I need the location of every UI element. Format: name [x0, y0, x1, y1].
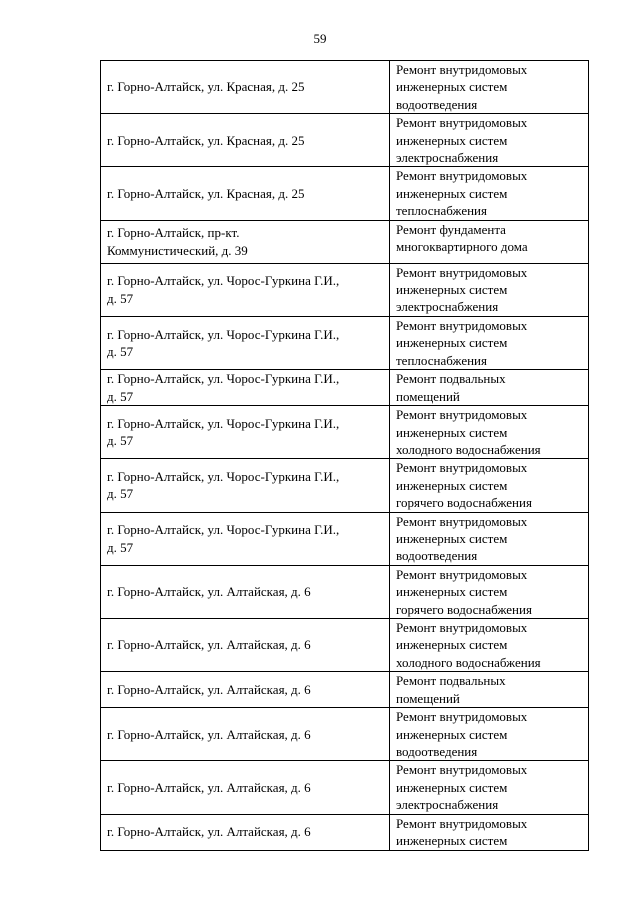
work-text: Ремонт внутридомовых инженерных систем электроснабжения — [396, 762, 528, 813]
work-cell — [390, 406, 589, 459]
work-text: Ремонт внутридомовых инженерных систем теплоснабжения — [396, 317, 528, 368]
address-cell — [101, 316, 390, 369]
address-text: г. Горно-Алтайск, ул. Алтайская, д. 6 — [107, 637, 311, 653]
work-text: Ремонт внутридомовых инженерных систем водоотведения — [396, 62, 528, 112]
table-row — [101, 263, 589, 316]
address-text: г. Горно-Алтайск, ул. Алтайская, д. 6 — [107, 681, 311, 697]
work-text: Ремонт внутридомовых инженерных систем водоотведения — [396, 513, 528, 564]
address-text: г. Горно-Алтайск, ул. Чорос-Гуркина Г.И., д. 57 — [107, 371, 340, 404]
address-text: г. Горно-Алтайск, ул. Красная, д. 25 — [107, 79, 305, 95]
address-text: г. Горно-Алтайск, ул. Красная, д. 25 — [107, 185, 305, 201]
address-text: г. Горно-Алтайск, ул. Чорос-Гуркина Г.И., д. 57 — [107, 522, 340, 555]
address-text: г. Горно-Алтайск, ул. Алтайская, д. 6 — [107, 779, 311, 795]
work-cell — [390, 708, 589, 761]
table-row — [101, 114, 589, 167]
work-cell — [390, 672, 589, 708]
table-row — [101, 459, 589, 512]
work-text: Ремонт внутридомовых инженерных систем — [396, 815, 528, 849]
page-number: 59 — [313, 31, 327, 46]
address-cell — [101, 220, 390, 263]
work-text: Ремонт внутридомовых инженерных систем электроснабжения — [396, 264, 528, 315]
address-text: г. Горно-Алтайск, ул. Чорос-Гуркина Г.И., д. 57 — [107, 415, 340, 449]
work-text: Ремонт подвальных помещений — [396, 371, 506, 404]
address-text: г. Горно-Алтайск, ул. Чорос-Гуркина Г.И., д. 57 — [107, 273, 340, 306]
address-text: г. Горно-Алтайск, ул. Чорос-Гуркина Г.И., д. 57 — [107, 326, 340, 359]
table-row — [101, 761, 589, 814]
table-row — [101, 814, 589, 850]
work-cell — [390, 512, 589, 565]
work-cell — [390, 220, 589, 263]
address-cell — [101, 814, 390, 850]
table-row — [101, 672, 589, 708]
address-text: г. Горно-Алтайск, ул. Алтайская, д. 6 — [107, 726, 311, 742]
work-text: Ремонт подвальных помещений — [396, 673, 506, 706]
work-cell — [390, 618, 589, 671]
address-cell — [101, 512, 390, 565]
address-text: г. Горно-Алтайск, ул. Алтайская, д. 6 — [107, 824, 311, 840]
table-row — [101, 565, 589, 618]
table-row — [101, 220, 589, 263]
work-cell — [390, 167, 589, 220]
work-text: Ремонт внутридомовых инженерных систем теплоснабжения — [396, 168, 528, 219]
work-cell — [390, 263, 589, 316]
work-text: Ремонт внутридомовых инженерных систем электроснабжения — [396, 115, 528, 166]
address-text: г. Горно-Алтайск, ул. Красная, д. 25 — [107, 132, 305, 148]
address-text: г. Горно-Алтайск, пр-кт. Коммунистический, д. 39 — [107, 225, 248, 258]
work-cell — [390, 316, 589, 369]
work-text: Ремонт внутридомовых инженерных систем холодного водоснабжения — [396, 407, 541, 457]
table-row — [101, 316, 589, 369]
table-row — [101, 406, 589, 459]
address-cell — [101, 672, 390, 708]
address-work-table — [100, 60, 589, 851]
table-row — [101, 370, 589, 406]
address-cell — [101, 263, 390, 316]
address-cell — [101, 565, 390, 618]
work-text: Ремонт внутридомовых инженерных систем холодного водоснабжения — [396, 619, 541, 670]
address-cell — [101, 618, 390, 671]
table-row — [101, 512, 589, 565]
table-row — [101, 618, 589, 671]
work-cell — [390, 459, 589, 512]
address-cell — [101, 708, 390, 761]
address-text: г. Горно-Алтайск, ул. Алтайская, д. 6 — [107, 584, 311, 600]
address-cell — [101, 370, 390, 406]
address-cell — [101, 406, 390, 459]
table-row — [101, 167, 589, 220]
address-cell — [101, 61, 390, 114]
address-cell — [101, 167, 390, 220]
work-text: Ремонт внутридомовых инженерных систем горячего водоснабжения — [396, 566, 532, 617]
table-body — [101, 61, 589, 851]
work-cell — [390, 61, 589, 114]
work-text: Ремонт внутридомовых инженерных систем водоотведения — [396, 709, 528, 759]
table-row — [101, 61, 589, 114]
table-row — [101, 708, 589, 761]
address-text: г. Горно-Алтайск, ул. Чорос-Гуркина Г.И., д. 57 — [107, 469, 340, 502]
work-cell — [390, 370, 589, 406]
work-text: Ремонт внутридомовых инженерных систем горячего водоснабжения — [396, 460, 532, 511]
address-cell — [101, 114, 390, 167]
address-cell — [101, 459, 390, 512]
work-cell — [390, 565, 589, 618]
work-cell — [390, 114, 589, 167]
work-text: Ремонт фундамента многоквартирного дома — [396, 221, 528, 255]
address-cell — [101, 761, 390, 814]
work-cell — [390, 761, 589, 814]
work-cell — [390, 814, 589, 850]
